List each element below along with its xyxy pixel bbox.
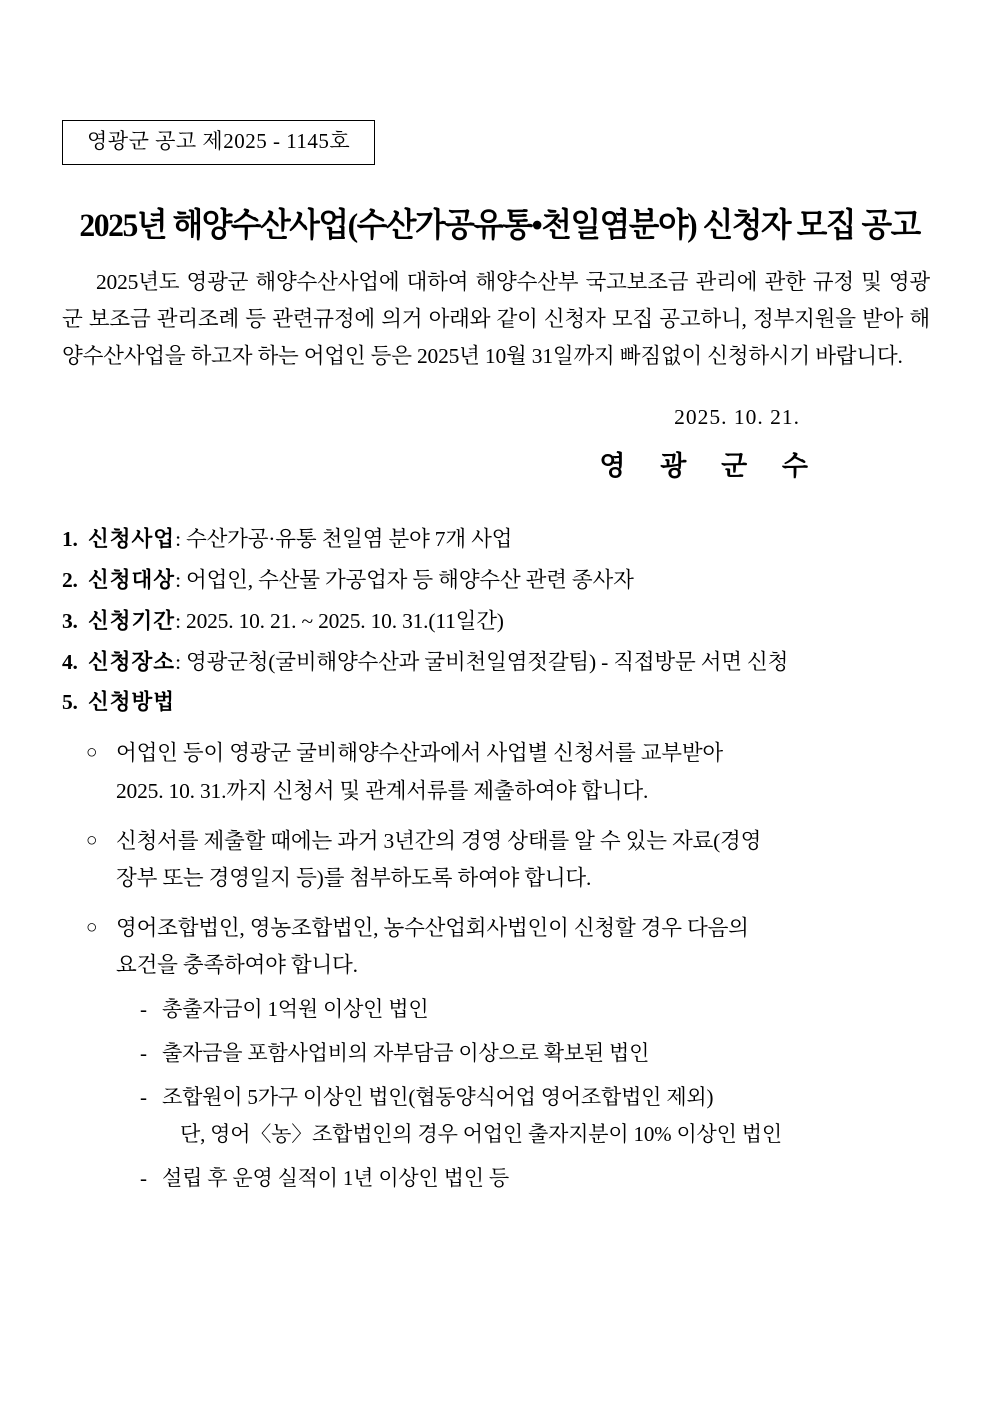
item-value: : 2025. 10. 21. ~ 2025. 10. 31.(11일간) <box>175 608 504 633</box>
item-number: 2. <box>62 567 78 592</box>
dash-bullet-icon: - <box>140 1166 147 1191</box>
item-label: 신청방법 <box>88 690 176 715</box>
bullet-text <box>116 735 930 810</box>
bullet-line-2: 장부 또는 경영일지 등)를 첨부하도록 하여야 합니다. <box>116 866 592 891</box>
dash-bullet-icon: - <box>140 1084 147 1109</box>
item-value: : 영광군청(굴비해양수산과 굴비천일염젓갈팀) - 직접방문 서면 신청 <box>175 649 789 674</box>
condition-text: 총출자금이 1억원 이상인 법인 <box>162 997 429 1022</box>
item-number: 1. <box>62 527 78 552</box>
list-item <box>62 560 930 601</box>
item-label: 신청대상 <box>88 567 176 592</box>
condition-text <box>162 1079 930 1155</box>
notice-issuer: 영 광 군 수 <box>599 451 822 482</box>
bullet-text <box>116 910 930 985</box>
bullet-line-2: 2025. 10. 31.까지 신청서 및 관계서류를 제출하여야 합니다. <box>116 778 649 803</box>
bullet-line-2: 요건을 충족하여야 합니다. <box>116 953 358 978</box>
list-item <box>62 601 930 642</box>
condition-item <box>62 991 930 1029</box>
item-value: : 어업인, 수산물 가공업자 등 해양수산 관련 종사자 <box>175 567 634 592</box>
condition-main: 조합원이 5가구 이상인 법인(협동양식어업 영어조합법인 제외) <box>162 1084 714 1109</box>
condition-text: 출자금을 포함사업비의 자부담금 이상으로 확보된 법인 <box>162 1040 650 1065</box>
item-label: 신청사업 <box>88 527 176 552</box>
item-number: 5. <box>62 690 78 715</box>
list-item <box>62 519 930 560</box>
item-number: 3. <box>62 608 78 633</box>
dash-bullet-icon: - <box>140 1040 147 1065</box>
notice-number-box: 영광군 공고 제2025 - 1145호 <box>62 120 375 165</box>
condition-item <box>62 1160 930 1198</box>
bullet-line-1: 어업인 등이 영광군 굴비해양수산과에서 사업별 신청서를 교부받아 <box>116 741 723 766</box>
bullet-text <box>116 823 930 898</box>
item-number: 4. <box>62 649 78 674</box>
item-value: : 수산가공·유통 천일염 분야 7개 사업 <box>175 527 513 552</box>
condition-note: 단, 영어〈농〉조합법인의 경우 어업인 출자지분이 10% 이상인 법인 <box>180 1122 782 1147</box>
item-label: 신청장소 <box>88 649 176 674</box>
circle-bullet-icon: ○ <box>86 742 98 764</box>
notice-date: 2025. 10. 21. <box>674 405 800 430</box>
bullet-line-1: 신청서를 제출할 때에는 과거 3년간의 경영 상태를 알 수 있는 자료(경영 <box>116 828 762 853</box>
item-label: 신청기간 <box>88 608 176 633</box>
bullet-item <box>62 735 930 810</box>
condition-item <box>62 1035 930 1073</box>
list-item <box>62 682 930 723</box>
bullet-line-1: 영어조합법인, 영농조합법인, 농수산업회사법인이 신청할 경우 다음의 <box>116 915 749 940</box>
condition-text: 설립 후 운영 실적이 1년 이상인 법인 등 <box>162 1166 509 1191</box>
circle-bullet-icon: ○ <box>86 829 98 851</box>
circle-bullet-icon: ○ <box>86 916 98 938</box>
condition-item <box>62 1079 930 1155</box>
notice-number-row <box>62 0 930 165</box>
bullet-item <box>62 823 930 898</box>
method-sublist <box>62 735 930 1198</box>
intro-paragraph: 2025년도 영광군 해양수산사업에 대하여 해양수산부 국고보조금 관리에 관한 규정 및 영광군 보조금 관리조례 등 관련규정에 의거 아래와 같이 신청자 모집 공고하니, 정부지원을 받아 해양수산사업을 하고자 하는 어업인 등은 2025년 10월 31일까지 빠짐없이 신청하시기 바랍니다. <box>62 270 930 369</box>
list-item <box>62 642 930 683</box>
bullet-item <box>62 910 930 985</box>
dash-bullet-icon: - <box>140 997 147 1022</box>
items-list <box>62 519 930 723</box>
page-title: 2025년 해양수산사업(수산가공유통•천일염분야) 신청자 모집 공고 <box>79 208 920 245</box>
